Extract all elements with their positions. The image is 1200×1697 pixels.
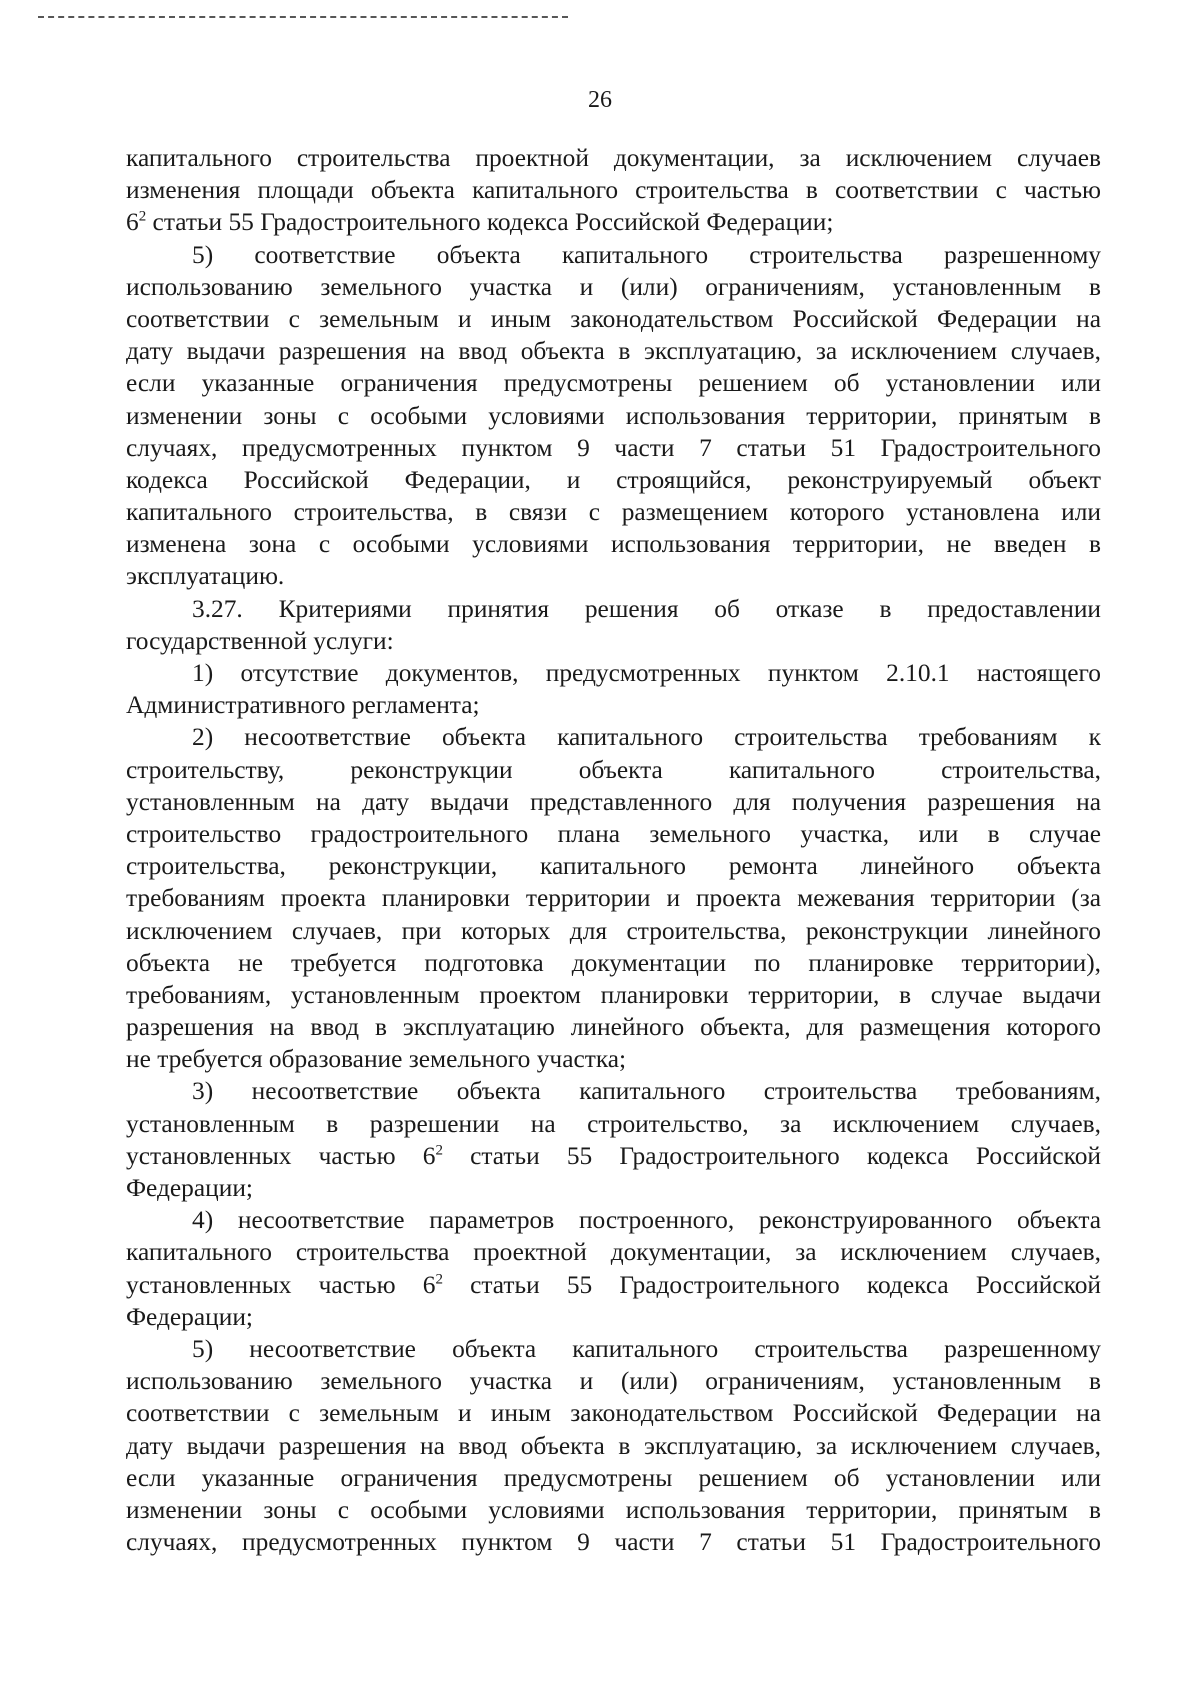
text-line: эксплуатацию. bbox=[126, 562, 285, 591]
text-fragment: 6 bbox=[126, 208, 139, 237]
text-line: если указанные ограничения предусмотрены решением об установлении или bbox=[126, 369, 1101, 398]
document-body bbox=[126, 142, 1101, 1558]
text-line: Федерации; bbox=[126, 1174, 253, 1202]
text-fragment: установленных частью 6 bbox=[126, 1270, 436, 1299]
text-line: 5) соответствие объекта капитального строительства разрешенному bbox=[192, 240, 1101, 269]
text-line: требованиям проекта планировки территории и проекта межевания территории (за bbox=[126, 884, 1101, 913]
text-line: дату выдачи разрешения на ввод объекта в эксплуатацию, за исключением случаев, bbox=[126, 337, 1101, 366]
text-line: капитального строительства проектной документации, за исключением случаев, bbox=[126, 1238, 1101, 1267]
text-line: 1) отсутствие документов, предусмотренных пунктом 2.10.1 настоящего bbox=[192, 659, 1101, 687]
text-line: государственной услуги: bbox=[126, 626, 394, 655]
text-line: изменена зона с особыми условиями использования территории, не введен в bbox=[126, 530, 1101, 559]
text-line: разрешения на ввод в эксплуатацию линейного объекта, для размещения которого bbox=[126, 1013, 1101, 1042]
text-fragment: статьи 55 Градостроительного кодекса Российской Федерации; bbox=[146, 208, 834, 237]
text-fragment: статьи 55 Градостроительного кодекса Российской bbox=[442, 1270, 1101, 1299]
text-line: капитального строительства проектной документации, за исключением случаев bbox=[126, 144, 1101, 172]
text-line: строительства, реконструкции, капитального ремонта линейного объекта bbox=[126, 852, 1101, 881]
text-line: 2) несоответствие объекта капитального строительства требованиям к bbox=[192, 723, 1101, 752]
text-line: Федерации; bbox=[126, 1302, 253, 1331]
text-line: 3) несоответствие объекта капитального строительства требованиям, bbox=[192, 1077, 1101, 1106]
text-line: 4) несоответствие параметров построенного, реконструированного объекта bbox=[192, 1206, 1101, 1235]
paragraph bbox=[126, 1204, 1101, 1333]
superscript: 2 bbox=[138, 208, 147, 225]
paragraph bbox=[126, 593, 1101, 657]
scan-edge-mark bbox=[38, 16, 568, 18]
paragraph bbox=[126, 239, 1101, 593]
text-line: исключением случаев, при которых для строительства, реконструкции линейного bbox=[126, 916, 1101, 945]
superscript: 2 bbox=[435, 1271, 443, 1288]
text-line: объекта не требуется подготовка документации по планировке территории), bbox=[126, 948, 1101, 977]
paragraph bbox=[126, 1333, 1101, 1558]
paragraph bbox=[126, 721, 1101, 1075]
superscript: 2 bbox=[435, 1142, 443, 1159]
text-line: случаях, предусмотренных пунктом 9 части 7 статьи 51 Градостроительного bbox=[126, 433, 1101, 462]
paragraph bbox=[126, 142, 1101, 239]
text-line: использованию земельного участка и (или) ограничениям, установленным в bbox=[126, 272, 1101, 301]
text-line: изменения площади объекта капитального строительства в соответствии с частью bbox=[126, 176, 1101, 205]
paragraph bbox=[126, 1075, 1101, 1204]
paragraph bbox=[126, 657, 1101, 721]
text-line: использованию земельного участка и (или) ограничениям, установленным в bbox=[126, 1367, 1101, 1396]
text-line: требованиям, установленным проектом планировки территории, в случае выдачи bbox=[126, 980, 1101, 1009]
text-line bbox=[126, 1140, 1101, 1172]
text-line: Административного регламента; bbox=[126, 691, 480, 720]
text-line: изменении зоны с особыми условиями использования территории, принятым в bbox=[126, 1495, 1101, 1524]
text-line bbox=[126, 206, 1101, 238]
text-line: капитального строительства, в связи с размещением которого установлена или bbox=[126, 498, 1101, 527]
text-line: 3.27. Критериями принятия решения об отказе в предоставлении bbox=[192, 594, 1101, 623]
text-line: установленным на дату выдачи представленного для получения разрешения на bbox=[126, 787, 1101, 816]
text-line: строительство градостроительного плана земельного участка, или в случае bbox=[126, 819, 1101, 848]
text-line: случаях, предусмотренных пунктом 9 части 7 статьи 51 Градостроительного bbox=[126, 1528, 1101, 1557]
text-line: установленным в разрешении на строительство, за исключением случаев, bbox=[126, 1109, 1101, 1138]
text-line: строительству, реконструкции объекта капитального строительства, bbox=[126, 755, 1101, 784]
text-line: дату выдачи разрешения на ввод объекта в эксплуатацию, за исключением случаев, bbox=[126, 1431, 1101, 1460]
text-line: 5) несоответствие объекта капитального строительства разрешенному bbox=[192, 1334, 1101, 1363]
page-number: 26 bbox=[588, 87, 612, 113]
text-line: если указанные ограничения предусмотрены решением об установлении или bbox=[126, 1463, 1101, 1492]
text-line: не требуется образование земельного участка; bbox=[126, 1045, 627, 1074]
text-line bbox=[126, 1269, 1101, 1301]
text-line: соответствии с земельным и иным законодательством Российской Федерации на bbox=[126, 1399, 1101, 1428]
text-line: изменении зоны с особыми условиями использования территории, принятым в bbox=[126, 401, 1101, 430]
text-line: кодекса Российской Федерации, и строящийся, реконструируемый объект bbox=[126, 465, 1101, 494]
text-fragment: установленных частью 6 bbox=[126, 1141, 436, 1170]
text-fragment: статьи 55 Градостроительного кодекса Российской bbox=[442, 1141, 1101, 1170]
text-line: соответствии с земельным и иным законодательством Российской Федерации на bbox=[126, 304, 1101, 333]
